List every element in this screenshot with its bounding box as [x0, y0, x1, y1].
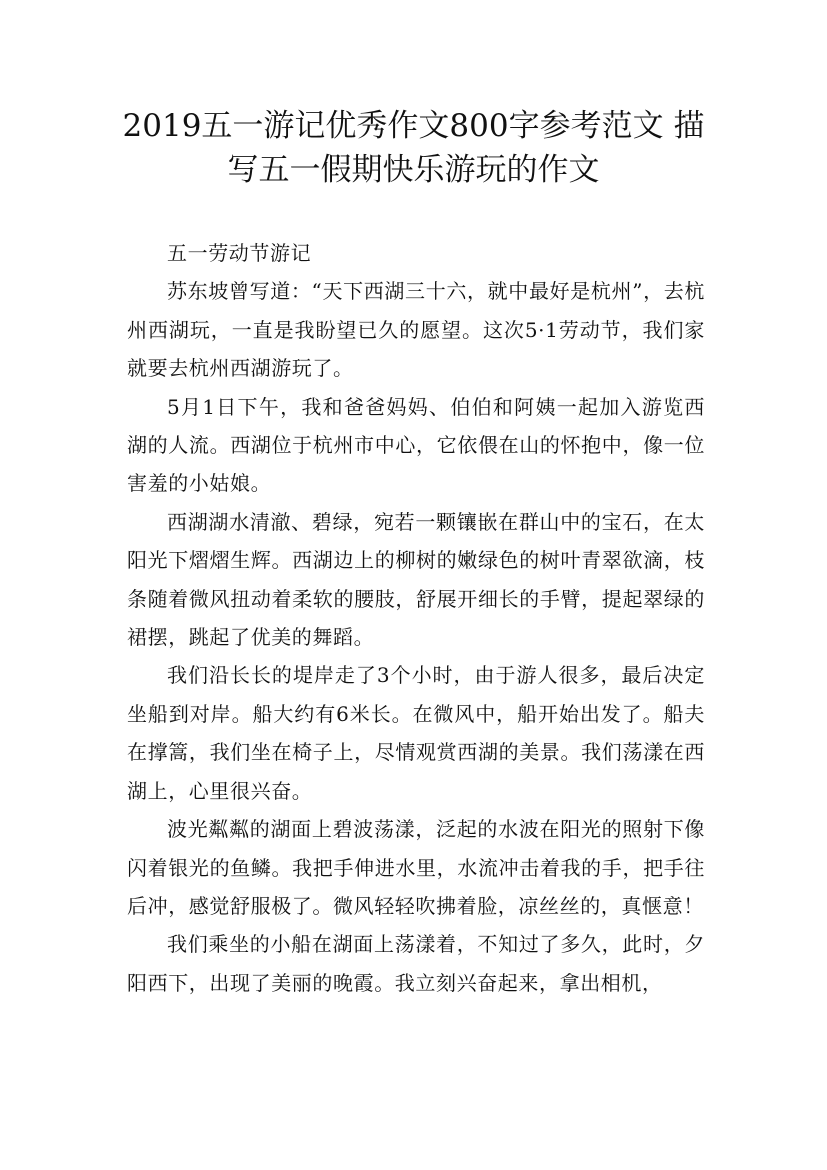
paragraph: 5月1日下午，我和爸爸妈妈、伯伯和阿姨一起加入游览西湖的人流。西湖位于杭州市中心，它依偎在山的怀抱中，像一位害羞的小姑娘。 [127, 394, 705, 496]
paragraph: 我们乘坐的小船在湖面上荡漾着，不知过了多久，此时，夕阳西下，出现了美丽的晚霞。我立刻兴奋起来，拿出相机， [127, 932, 705, 995]
section-heading: 五一劳动节游记 [167, 241, 312, 265]
title-line-1: 2019五一游记优秀作文800字参考范文 描 [122, 108, 705, 144]
document-title [90, 104, 737, 192]
paragraph: 西湖湖水清澈、碧绿，宛若一颗镶嵌在群山中的宝石，在太阳光下熠熠生辉。西湖边上的柳树的嫩绿色的树叶青翠欲滴，枝条随着微风扭动着柔软的腰肢，舒展开细长的手臂，提起翠绿的裙摆，跳起了优美的舞蹈。 [127, 509, 705, 650]
document-body [127, 234, 705, 1002]
paragraph: 波光粼粼的湖面上碧波荡漾，泛起的水波在阳光的照射下像闪着银光的鱼鳞。我把手伸进水里，水流冲击着我的手，把手往后冲，感觉舒服极了。微风轻轻吹拂着脸，凉丝丝的，真惬意！ [127, 817, 705, 918]
paragraph: 苏东坡曾写道：“天下西湖三十六，就中最好是杭州”，去杭州西湖玩，一直是我盼望已久的愿望。这次5·1劳动节，我们家就要去杭州西湖游玩了。 [127, 279, 705, 381]
title-line-2: 写五一假期快乐游玩的作文 [227, 152, 600, 188]
paragraph: 我们沿长长的堤岸走了3个小时，由于游人很多，最后决定坐船到对岸。船大约有6米长。在微风中，船开始出发了。船夫在撑篙，我们坐在椅子上，尽情观赏西湖的美景。我们荡漾在西湖上，心里很兴奋。 [127, 663, 705, 803]
